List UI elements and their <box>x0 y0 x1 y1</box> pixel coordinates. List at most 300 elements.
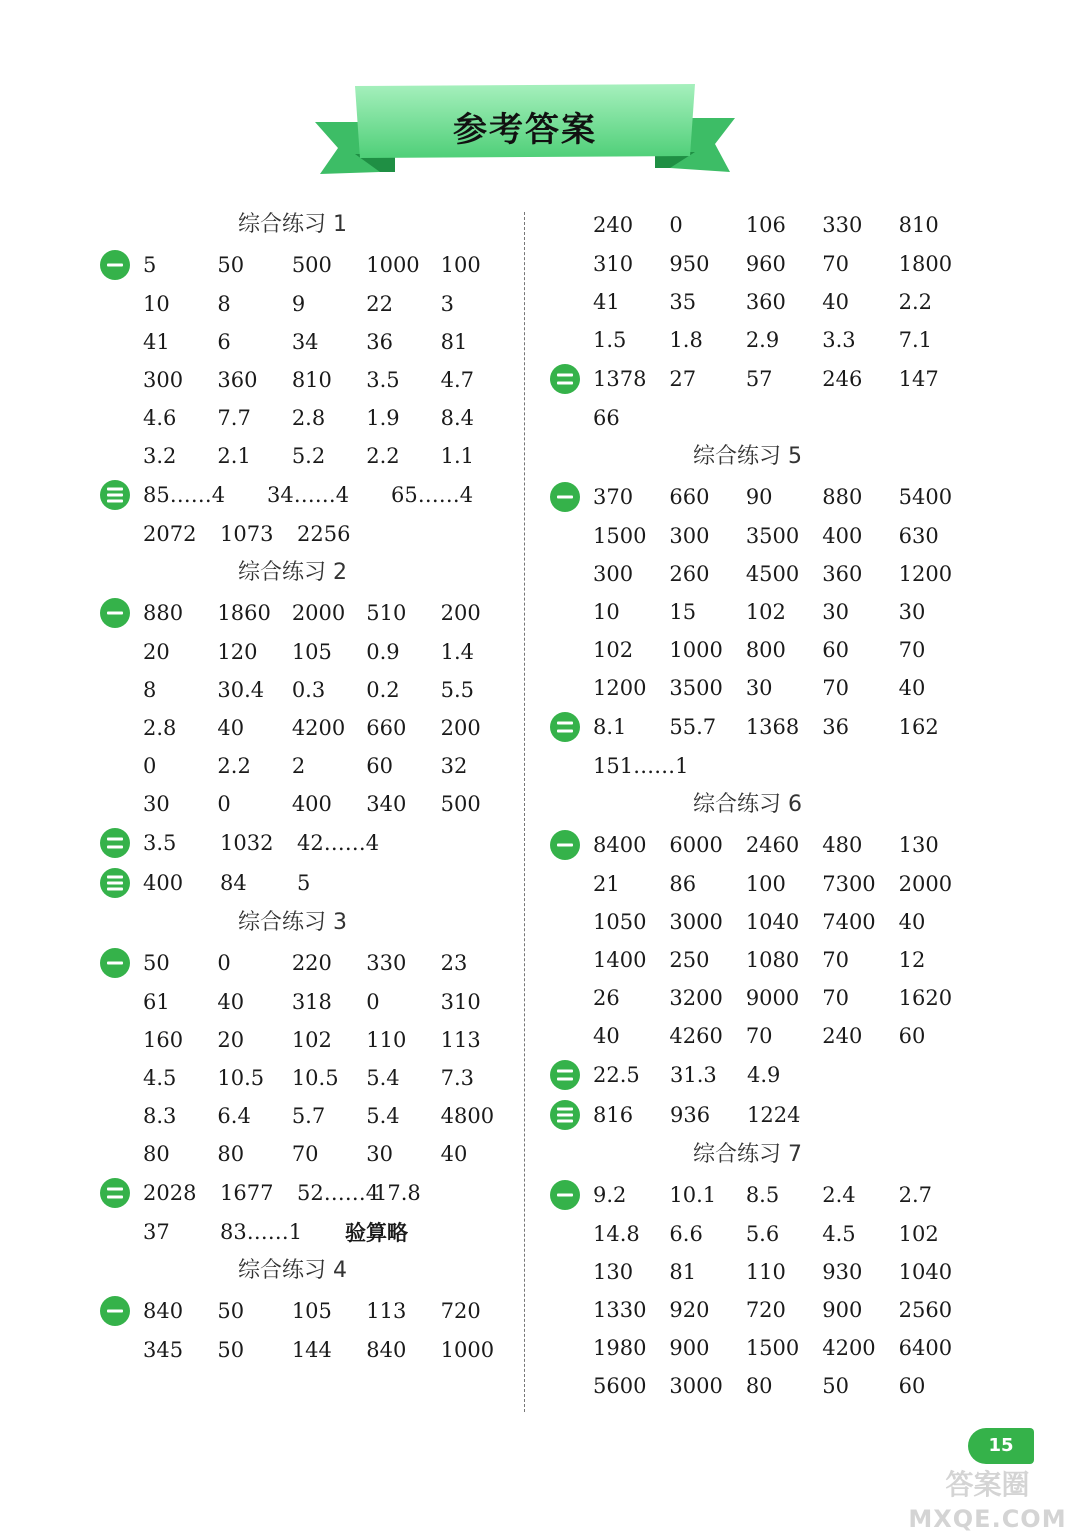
answer-value: 2028 <box>143 1181 197 1205</box>
answer-row <box>593 979 975 1017</box>
answer-value: 2 <box>291 754 306 778</box>
answer-value: 105 <box>291 1299 332 1323</box>
answer-value: 6.4 <box>217 1104 251 1128</box>
answer-value: 10.5 <box>291 1066 339 1090</box>
answer-value: 50 <box>217 253 245 277</box>
answer-value: 7300 <box>822 872 876 896</box>
answer-row <box>593 283 975 321</box>
answer-value: 66 <box>593 406 620 430</box>
answer-row <box>593 669 975 707</box>
answer-group <box>95 245 515 475</box>
answer-value: 15 <box>669 600 697 624</box>
answer-value: 880 <box>822 485 863 509</box>
answer-row <box>593 865 975 903</box>
answer-value: 102 <box>291 1028 332 1052</box>
answer-value: 40 <box>822 290 849 314</box>
question-three-icon <box>99 867 131 899</box>
answer-value: 5400 <box>898 485 953 509</box>
answer-value: 9000 <box>745 986 800 1010</box>
answer-value: 900 <box>669 1336 710 1360</box>
answer-value: 70 <box>822 676 849 700</box>
answer-value: 318 <box>291 990 332 1014</box>
answer-row <box>143 823 515 863</box>
answer-value: 22.5 <box>593 1063 640 1087</box>
answer-value: 800 <box>745 638 786 662</box>
section-title: 综合练习 7 <box>693 1142 802 1167</box>
answer-group <box>95 593 515 823</box>
answer-group <box>545 825 975 1055</box>
answer-value: 10 <box>593 600 620 624</box>
answer-row <box>593 707 975 747</box>
answer-value: 30 <box>745 676 773 700</box>
answer-value: 8 <box>143 678 157 702</box>
answer-value: 1200 <box>898 562 953 586</box>
answer-value: 8.3 <box>143 1104 177 1128</box>
section-title: 综合练习 6 <box>693 792 802 817</box>
answer-value: 4260 <box>669 1024 723 1048</box>
answer-value: 100 <box>440 253 481 277</box>
question-three-icon <box>99 479 131 511</box>
answer-value: 2.4 <box>822 1183 856 1207</box>
answer-value: 2460 <box>745 833 800 857</box>
answer-value: 400 <box>143 871 184 895</box>
answer-value: 0.2 <box>366 678 400 702</box>
answer-value: 110 <box>366 1028 407 1052</box>
answer-value: 330 <box>366 951 407 975</box>
answer-row <box>143 633 515 671</box>
answer-value: 60 <box>822 638 849 662</box>
answer-value: 1200 <box>593 676 647 700</box>
answer-value: 151……1 <box>593 754 689 778</box>
answer-value: 34 <box>291 330 319 354</box>
answer-value: 41 <box>143 330 170 354</box>
question-two-icon <box>549 711 581 743</box>
answer-group <box>95 823 515 863</box>
title-banner <box>310 80 740 190</box>
answer-value: 5.2 <box>291 444 326 468</box>
answer-value: 20 <box>143 640 170 664</box>
watermark <box>900 1468 1075 1536</box>
answer-row <box>143 245 515 285</box>
answer-value: 2560 <box>898 1298 953 1322</box>
answer-value: 2000 <box>291 601 346 625</box>
answer-value: 40 <box>217 990 245 1014</box>
question-one-icon <box>99 249 131 281</box>
answer-value: 1500 <box>745 1336 800 1360</box>
answer-value: 90 <box>745 485 773 509</box>
answer-row <box>143 1173 515 1213</box>
answer-value: 930 <box>822 1260 863 1284</box>
answer-value: 4.9 <box>747 1063 781 1087</box>
answer-value: 250 <box>669 948 710 972</box>
answer-row <box>593 205 975 245</box>
answer-value: 1050 <box>593 910 647 934</box>
answer-value: 1040 <box>745 910 800 934</box>
answer-row <box>593 825 975 865</box>
answer-row <box>143 671 515 709</box>
answer-value: 70 <box>745 1024 773 1048</box>
answer-value: 40 <box>217 716 245 740</box>
answer-row <box>593 1329 975 1367</box>
answer-value: 1000 <box>440 1338 495 1362</box>
answer-value: 2.7 <box>898 1183 933 1207</box>
answer-value: 100 <box>745 872 786 896</box>
answer-value: 14.8 <box>593 1222 640 1246</box>
answer-value: 810 <box>898 213 939 237</box>
answer-value: 80 <box>143 1142 170 1166</box>
answer-value: 0.9 <box>366 640 400 664</box>
answer-value: 1620 <box>898 986 953 1010</box>
answer-value: 5 <box>143 253 157 277</box>
answer-value: 2.9 <box>745 328 780 352</box>
answer-value: 23 <box>440 951 468 975</box>
answer-value: 960 <box>745 252 786 276</box>
answer-value: 3.5 <box>366 368 400 392</box>
answer-value: 12 <box>898 948 926 972</box>
watermark-logo-text: 答案圈 <box>945 1468 1030 1501</box>
answer-value: 6.6 <box>669 1222 703 1246</box>
answer-value: 660 <box>366 716 407 740</box>
answer-value: 8.4 <box>440 406 475 430</box>
answer-value: 7400 <box>822 910 876 934</box>
answer-value: 1980 <box>593 1336 647 1360</box>
answer-value: 40 <box>898 910 926 934</box>
answer-value: 240 <box>593 213 634 237</box>
answer-value: 120 <box>217 640 258 664</box>
answer-value: 2.8 <box>143 716 177 740</box>
answer-group <box>545 1055 975 1095</box>
answer-value: 630 <box>898 524 939 548</box>
answer-value: 1800 <box>898 252 953 276</box>
answer-value: 3200 <box>669 986 723 1010</box>
answer-value: 1677 <box>220 1181 274 1205</box>
answer-row <box>143 475 515 515</box>
answer-value: 0.3 <box>291 678 326 702</box>
answer-value: 113 <box>366 1299 407 1323</box>
answer-value: 4.7 <box>440 368 475 392</box>
watermark-url: MXQE.COM <box>908 1505 1067 1533</box>
answer-group <box>545 707 975 785</box>
answer-value: 70 <box>822 986 849 1010</box>
answer-value: 27 <box>669 367 697 391</box>
answer-value: 85……4 <box>143 483 226 507</box>
question-two-icon <box>549 1059 581 1091</box>
answer-row <box>143 943 515 983</box>
answer-value: 920 <box>669 1298 710 1322</box>
answer-value: 130 <box>898 833 939 857</box>
answer-value: 60 <box>898 1374 926 1398</box>
answer-value: 102 <box>898 1222 939 1246</box>
answer-value: 345 <box>143 1338 184 1362</box>
answer-value: 17.8 <box>374 1181 421 1205</box>
answer-value: 22 <box>366 292 393 316</box>
answer-row <box>593 245 975 283</box>
answer-row <box>593 1175 975 1215</box>
answer-group <box>545 205 975 359</box>
answer-value: 106 <box>745 213 786 237</box>
answer-value: 7.1 <box>898 328 933 352</box>
answer-value: 500 <box>440 792 481 816</box>
question-two-icon <box>99 1177 131 1209</box>
answer-value: 6 <box>217 330 231 354</box>
answer-value: 950 <box>669 252 710 276</box>
answer-row <box>143 1331 515 1369</box>
answer-value: 5.5 <box>440 678 475 702</box>
question-one-icon <box>99 1295 131 1327</box>
answer-value: 8 <box>217 292 231 316</box>
section-title: 综合练习 1 <box>238 212 347 237</box>
answer-value: 130 <box>593 1260 634 1284</box>
answer-value: 3500 <box>745 524 800 548</box>
answer-value: 330 <box>822 213 863 237</box>
answer-row <box>143 1097 515 1135</box>
answer-value: 1073 <box>220 522 274 546</box>
answer-value: 260 <box>669 562 710 586</box>
question-two-icon <box>549 363 581 395</box>
answer-value: 480 <box>822 833 863 857</box>
answer-group <box>95 1173 515 1251</box>
answer-value: 57 <box>745 367 773 391</box>
answer-value: 3000 <box>669 1374 723 1398</box>
answer-value: 1000 <box>669 638 723 662</box>
answer-value: 4.5 <box>143 1066 177 1090</box>
answer-row <box>143 1059 515 1097</box>
answer-group <box>95 863 515 903</box>
answer-row <box>143 1213 515 1251</box>
answer-row <box>143 399 515 437</box>
answer-value: 42……4 <box>297 831 380 855</box>
answer-value: 220 <box>291 951 332 975</box>
answer-value: 310 <box>440 990 481 1014</box>
answer-row <box>143 709 515 747</box>
answer-value: 5.7 <box>291 1104 326 1128</box>
answer-value: 4200 <box>822 1336 876 1360</box>
answer-row <box>143 515 515 553</box>
answer-value: 880 <box>143 601 184 625</box>
answer-value: 310 <box>593 252 634 276</box>
section-title: 综合练习 3 <box>238 910 347 935</box>
answer-value: 1500 <box>593 524 647 548</box>
answer-value: 70 <box>822 948 849 972</box>
answer-value: 验算略 <box>345 1221 408 1245</box>
question-two-icon <box>99 827 131 859</box>
answer-value: 2000 <box>898 872 953 896</box>
answer-value: 3000 <box>669 910 723 934</box>
answer-value: 1.8 <box>669 328 703 352</box>
answer-value: 105 <box>291 640 332 664</box>
answer-value: 2256 <box>297 522 351 546</box>
answer-value: 200 <box>440 716 481 740</box>
answer-row <box>593 631 975 669</box>
answer-value: 113 <box>440 1028 481 1052</box>
answer-value: 300 <box>143 368 184 392</box>
answer-value: 340 <box>366 792 407 816</box>
answer-value: 86 <box>669 872 697 896</box>
answer-value: 1080 <box>745 948 800 972</box>
answer-value: 2.2 <box>366 444 400 468</box>
answer-value: 246 <box>822 367 863 391</box>
answer-value: 7.3 <box>440 1066 475 1090</box>
answer-value: 36 <box>822 715 849 739</box>
answer-value: 3.2 <box>143 444 177 468</box>
answer-value: 30 <box>143 792 170 816</box>
answer-value: 1330 <box>593 1298 647 1322</box>
answer-value: 2.8 <box>291 406 326 430</box>
answer-value: 34……4 <box>267 483 350 507</box>
answer-value: 400 <box>291 792 332 816</box>
answer-value: 21 <box>593 872 620 896</box>
answer-value: 147 <box>898 367 939 391</box>
answer-value: 52……4 <box>297 1181 380 1205</box>
answer-row <box>143 863 515 903</box>
answer-value: 5 <box>297 871 311 895</box>
answer-row <box>593 1095 975 1135</box>
answer-value: 83……1 <box>220 1220 303 1244</box>
answer-value: 70 <box>291 1142 319 1166</box>
answer-value: 8.5 <box>745 1183 780 1207</box>
answer-group <box>545 1175 975 1405</box>
page-number: 15 <box>968 1428 1034 1464</box>
question-one-icon <box>549 1179 581 1211</box>
answer-value: 8400 <box>593 833 647 857</box>
answer-value: 400 <box>822 524 863 548</box>
answer-value: 300 <box>669 524 710 548</box>
answer-group <box>545 477 975 707</box>
answer-value: 6400 <box>898 1336 953 1360</box>
answer-value: 1224 <box>747 1103 801 1127</box>
answer-value: 5.4 <box>366 1066 400 1090</box>
answer-group <box>95 1291 515 1369</box>
answer-value: 35 <box>669 290 697 314</box>
answer-row <box>143 593 515 633</box>
answer-row <box>143 1135 515 1173</box>
answer-value: 510 <box>366 601 407 625</box>
answer-value: 1032 <box>220 831 274 855</box>
answer-value: 10.1 <box>669 1183 717 1207</box>
answer-value: 2.2 <box>898 290 933 314</box>
question-three-icon <box>549 1099 581 1131</box>
answer-value: 26 <box>593 986 620 1010</box>
answer-value: 300 <box>593 562 634 586</box>
answer-value: 1368 <box>745 715 800 739</box>
answer-row <box>143 785 515 823</box>
answer-value: 84 <box>220 871 247 895</box>
answer-value: 816 <box>593 1103 634 1127</box>
answer-value: 900 <box>822 1298 863 1322</box>
answer-value: 60 <box>366 754 393 778</box>
question-one-icon <box>549 481 581 513</box>
answer-value: 1378 <box>593 367 647 391</box>
answer-value: 30 <box>366 1142 393 1166</box>
answer-value: 3500 <box>669 676 723 700</box>
answer-value: 30.4 <box>217 678 265 702</box>
answer-value: 1400 <box>593 948 647 972</box>
page-title: 参考答案 <box>453 110 597 150</box>
answer-value: 936 <box>670 1103 711 1127</box>
answer-value: 4500 <box>745 562 800 586</box>
answer-row <box>593 1017 975 1055</box>
answer-value: 160 <box>143 1028 184 1052</box>
answer-value: 0 <box>669 213 683 237</box>
answer-row <box>143 361 515 399</box>
answer-value: 2072 <box>143 522 197 546</box>
answer-row <box>143 323 515 361</box>
answer-row <box>143 1021 515 1059</box>
answer-row <box>593 1253 975 1291</box>
answer-value: 5.6 <box>745 1222 780 1246</box>
answer-row <box>593 747 975 785</box>
answer-value: 50 <box>822 1374 849 1398</box>
answer-value: 41 <box>593 290 620 314</box>
left-column <box>95 205 515 1369</box>
answer-group <box>95 943 515 1173</box>
answer-row <box>593 593 975 631</box>
answer-value: 6000 <box>669 833 723 857</box>
answer-value: 20 <box>217 1028 245 1052</box>
right-column <box>545 205 975 1405</box>
answer-row <box>593 399 975 437</box>
answer-value: 81 <box>669 1260 697 1284</box>
answer-value: 9 <box>291 292 306 316</box>
answer-value: 60 <box>898 1024 926 1048</box>
answer-row <box>593 477 975 517</box>
answer-value: 3.3 <box>822 328 856 352</box>
answer-value: 7.7 <box>217 406 251 430</box>
answer-group <box>95 475 515 553</box>
answer-value: 162 <box>898 715 939 739</box>
answer-group <box>545 359 975 437</box>
answer-value: 2.1 <box>217 444 251 468</box>
answer-row <box>593 903 975 941</box>
answer-row <box>143 983 515 1021</box>
answer-value: 4200 <box>291 716 346 740</box>
answer-value: 370 <box>593 485 634 509</box>
answer-value: 30 <box>898 600 926 624</box>
answer-value: 4800 <box>440 1104 495 1128</box>
answer-value: 81 <box>440 330 468 354</box>
answer-value: 1860 <box>217 601 271 625</box>
answer-row <box>143 1291 515 1331</box>
answer-value: 0 <box>143 754 157 778</box>
answer-value: 1040 <box>898 1260 953 1284</box>
answer-row <box>593 359 975 399</box>
answer-value: 0 <box>217 951 231 975</box>
answer-value: 1000 <box>366 253 420 277</box>
answer-value: 810 <box>291 368 332 392</box>
answer-value: 360 <box>822 562 863 586</box>
answer-group <box>545 1095 975 1135</box>
answer-value: 1.9 <box>366 406 400 430</box>
section-title: 综合练习 4 <box>238 1258 347 1283</box>
answer-value: 5600 <box>593 1374 647 1398</box>
answer-value: 840 <box>366 1338 407 1362</box>
answer-value: 30 <box>822 600 849 624</box>
answer-value: 144 <box>291 1338 332 1362</box>
answer-value: 9.2 <box>593 1183 627 1207</box>
answer-value: 65……4 <box>391 483 474 507</box>
section-title: 综合练习 5 <box>693 444 802 469</box>
answer-value: 0 <box>217 792 231 816</box>
answer-row <box>143 285 515 323</box>
answer-value: 4.6 <box>143 406 177 430</box>
answer-value: 40 <box>440 1142 468 1166</box>
answer-value: 80 <box>217 1142 245 1166</box>
answer-row <box>593 1367 975 1405</box>
answer-row <box>593 321 975 359</box>
answer-value: 660 <box>669 485 710 509</box>
answer-value: 360 <box>217 368 258 392</box>
answer-value: 500 <box>291 253 332 277</box>
